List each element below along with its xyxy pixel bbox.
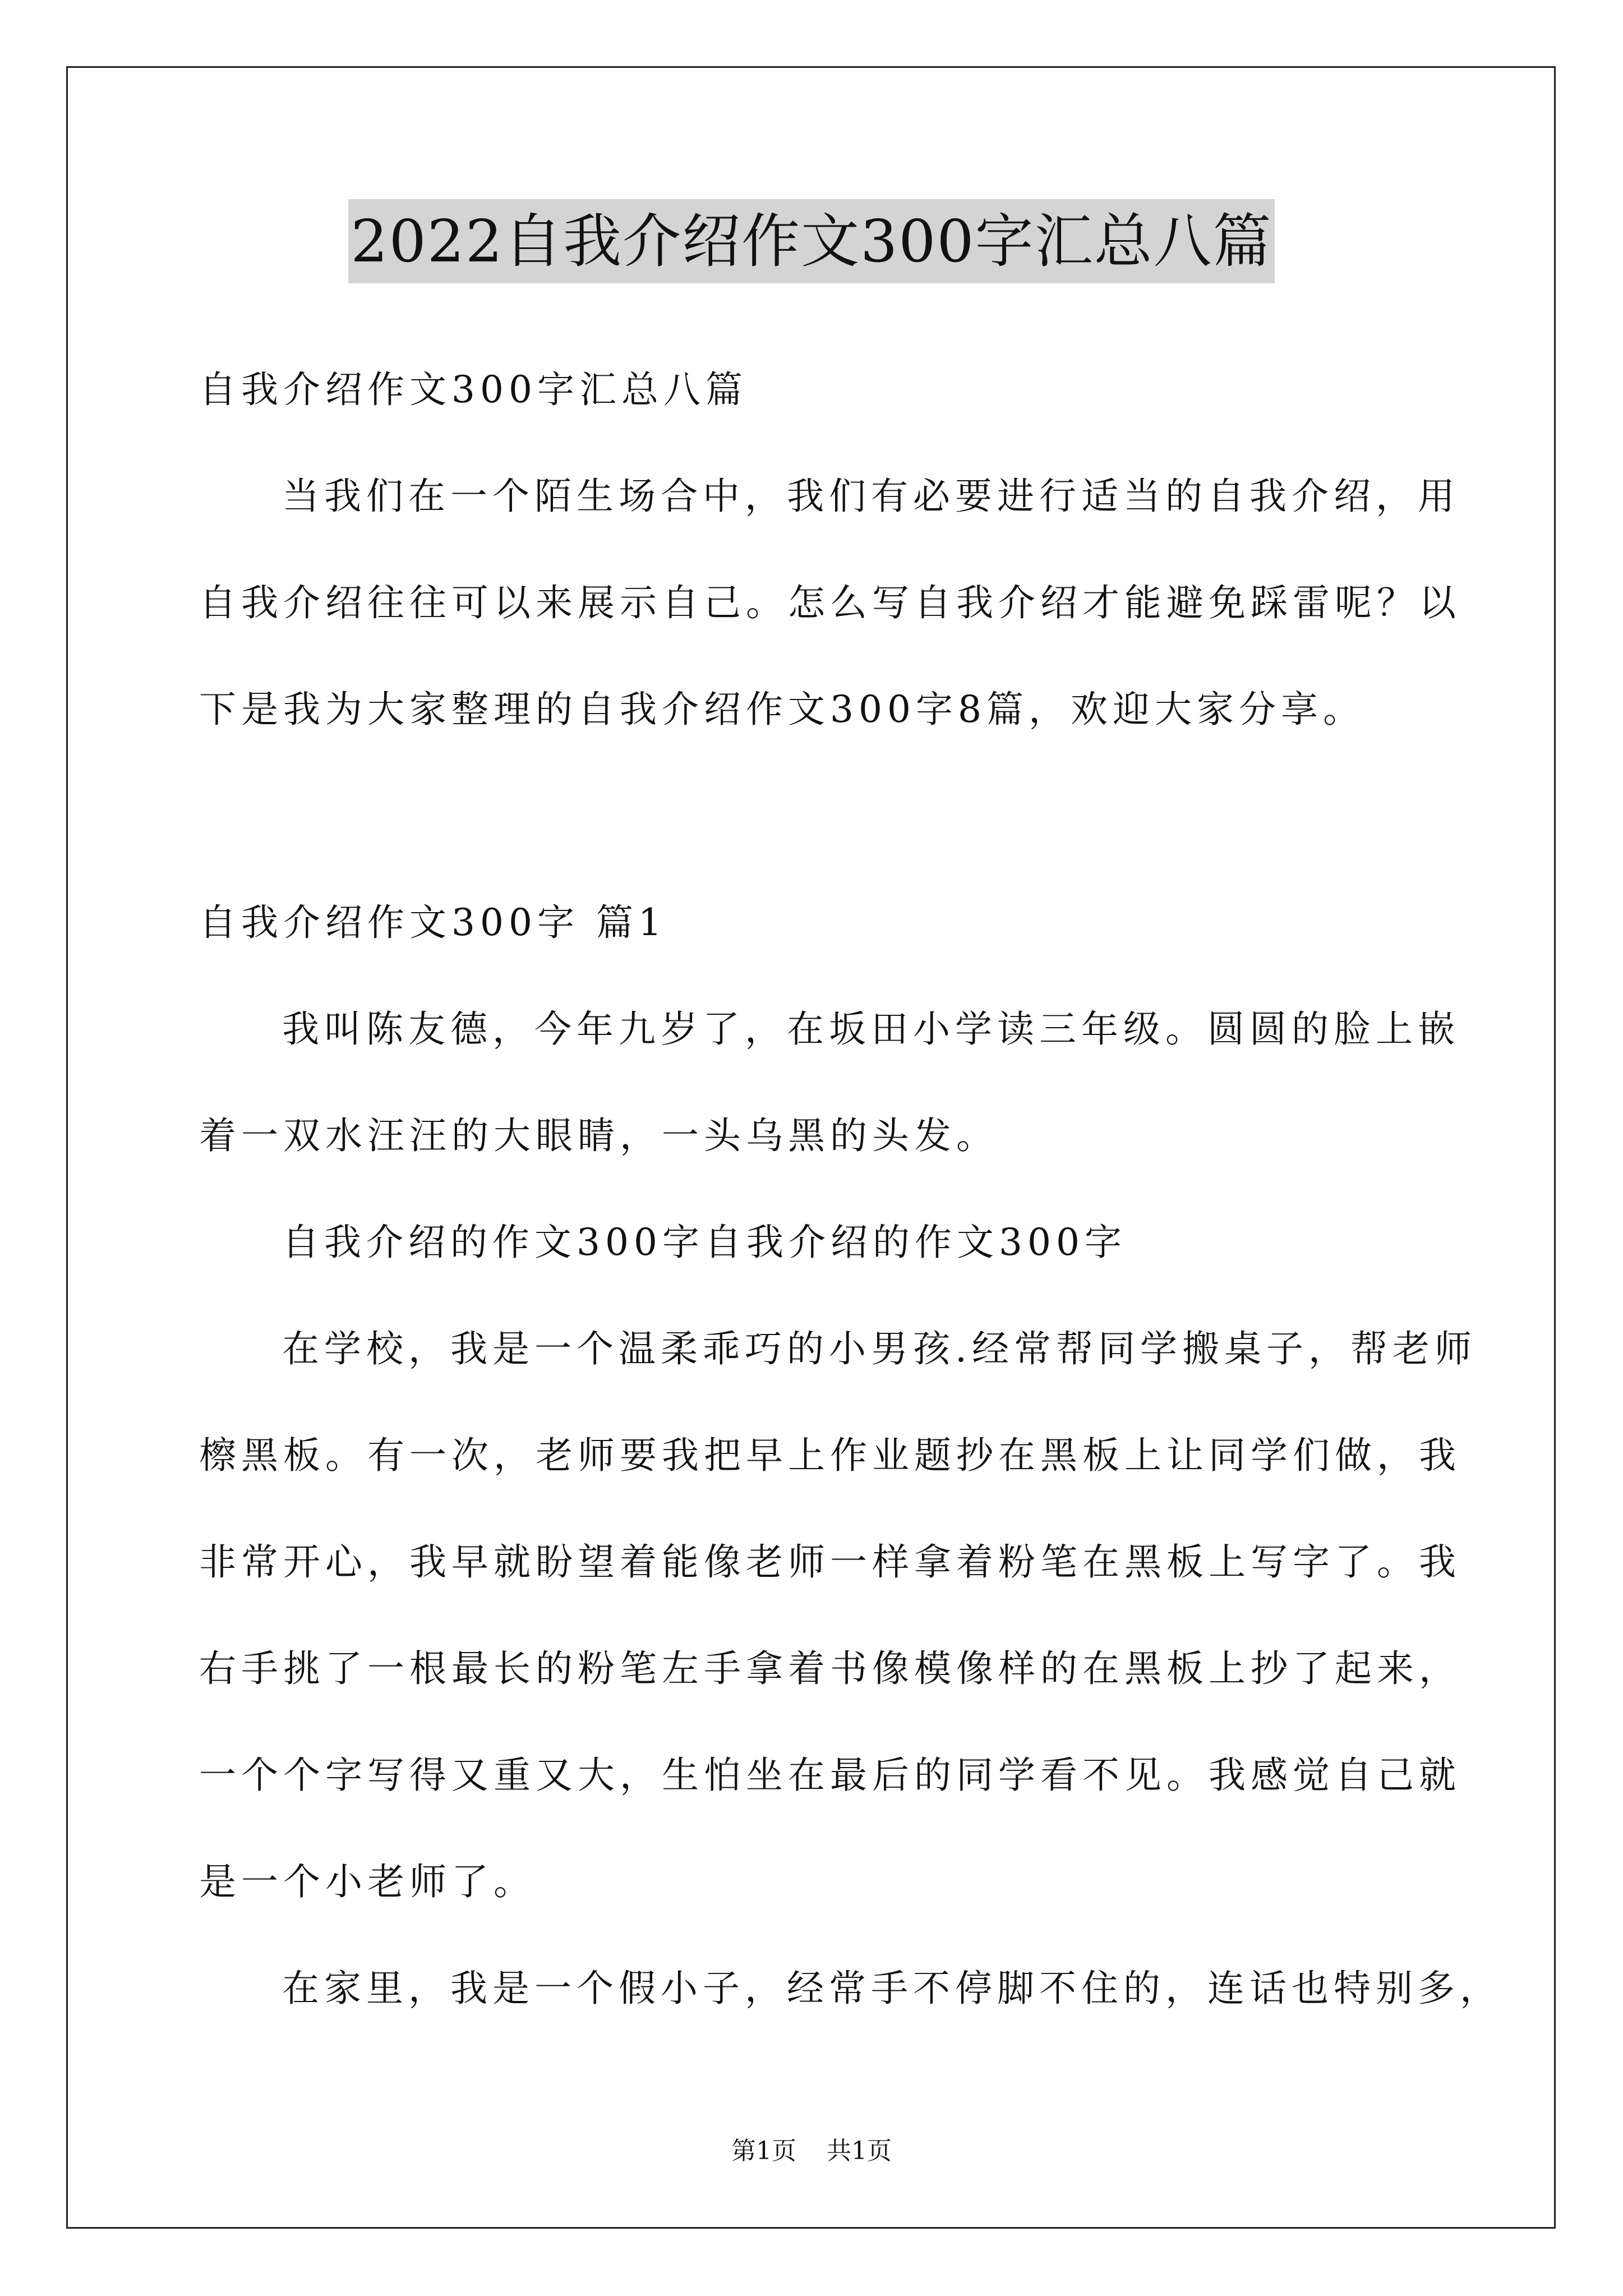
text-line: 是一个小老师了。 xyxy=(199,1860,536,1903)
document-title: 2022自我介绍作文300字汇总八篇 xyxy=(348,199,1274,283)
text-line: 自我介绍作文300字 篇1 xyxy=(199,901,667,944)
paragraph-gap xyxy=(199,763,1433,869)
text-line: 自我介绍的作文300字自我介绍的作文300字 xyxy=(282,1221,1127,1264)
text-line: 着一双水汪汪的大眼睛，一头乌黑的头发。 xyxy=(199,1114,998,1157)
text-line: 在家里，我是一个假小子，经常手不停脚不住的，连话也特别多， xyxy=(282,1967,1502,2010)
page-number-total: 共1页 xyxy=(827,2137,892,2165)
document-body xyxy=(199,337,1502,2042)
text-line: 非常开心，我早就盼望着能像老师一样拿着粉笔在黑板上写字了。我 xyxy=(199,1540,1461,1584)
page-number-current: 第1页 xyxy=(731,2137,796,2165)
text-line: 一个个字写得又重又大，生怕坐在最后的同学看不见。我感觉自己就 xyxy=(199,1754,1461,1797)
text-line: 右手挑了一根最长的粉笔左手拿着书像模像样的在黑板上抄了起来， xyxy=(199,1647,1461,1690)
page-footer xyxy=(0,2134,1623,2168)
text-line: 我叫陈友德，今年九岁了，在坂田小学读三年级。圆圆的脸上嵌 xyxy=(282,1007,1460,1051)
text-line: 自我介绍作文300字汇总八篇 xyxy=(199,368,748,411)
text-line: 当我们在一个陌生场合中，我们有必要进行适当的自我介绍，用 xyxy=(282,475,1460,518)
text-line: 檫黑板。有一次，老师要我把早上作业题抄在黑板上让同学们做，我 xyxy=(199,1434,1461,1477)
text-line: 下是我为大家整理的自我介绍作文300字8篇，欢迎大家分享。 xyxy=(199,688,1365,731)
text-line: 在学校，我是一个温柔乖巧的小男孩.经常帮同学搬桌子，帮老师 xyxy=(282,1327,1477,1370)
text-line: 自我介绍往往可以来展示自己。怎么写自我介绍才能避免踩雷呢？以 xyxy=(199,581,1461,624)
title-container xyxy=(0,199,1623,283)
